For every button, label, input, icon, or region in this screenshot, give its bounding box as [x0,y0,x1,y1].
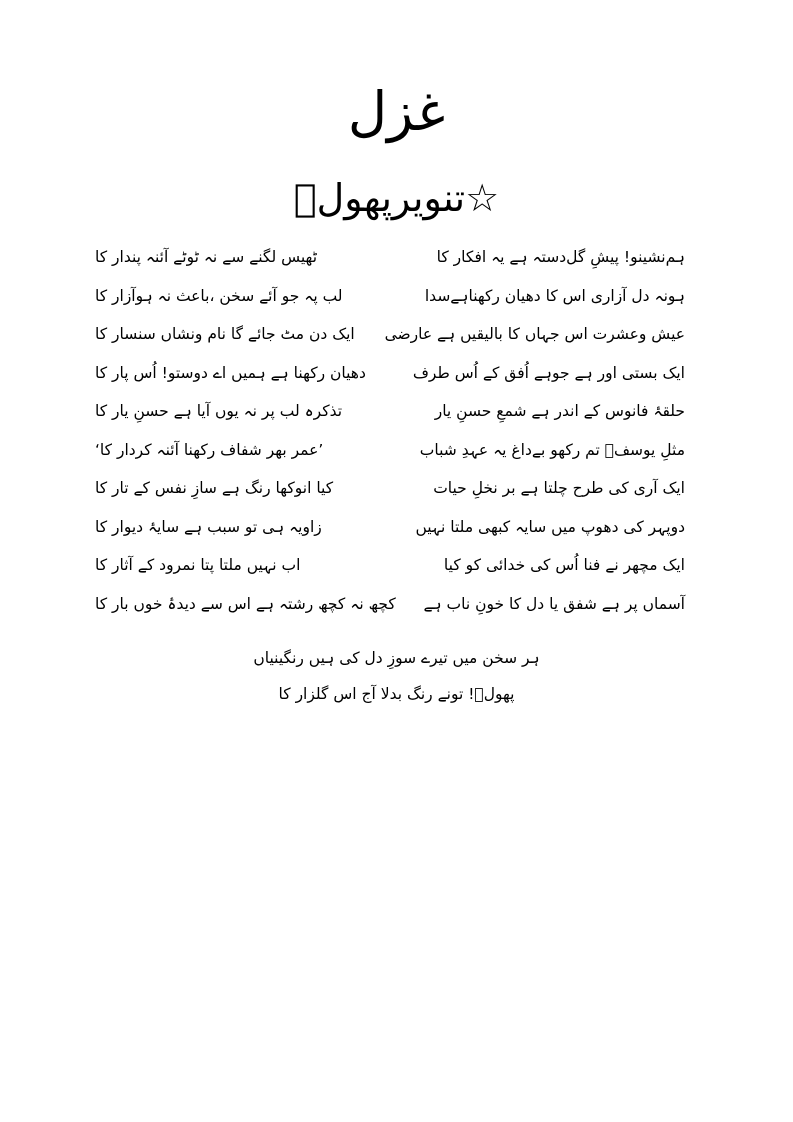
couplet-8 [95,508,685,547]
misra-first: آسماں پر ہے شفق یا دل کا خونِ ناب ہے [423,594,685,613]
misra-first: دوپہر کی دھوپ میں سایہ کبھی ملتا نہیں [415,517,685,536]
misra-second: اب نہیں ملتا پتا نمرود کے آثار کا [95,556,301,575]
maqta-first-line: ہر سخن میں تیرے سوزِ دل کی ہیں رنگینیاں [253,649,540,667]
misra-first: ہونہ دل آزاری اس کا دھیان رکھناہےسدا [424,286,685,305]
author-name: ☆تنویرپھولؔ [293,176,500,220]
misra-second: لب پہ جو آئے سخن ،باعث نہ ہوآزار کا [95,286,343,305]
couplet-6 [95,431,685,470]
misra-second: ’عمر بھر شفاف رکھنا آئنہ کردار کا‘ [95,440,324,459]
couplet-5 [95,392,685,431]
misra-first: مثلِ یوسفؑ تم رکھو بےداغ یہ عہدِ شباب [419,440,685,459]
misra-first: عیش وعشرت اس جہاں کا بالیقیں ہے عارضی [384,325,685,344]
couplet-10 [95,585,685,624]
misra-first: ایک مچھر نے فنا اُس کی خدائی کو کیا [443,556,685,575]
misra-first: ایک آری کی طرح چلتا ہے بر نخلِ حیات [433,479,685,498]
misra-second: ٹھیس لگنے سے نہ ٹوٹے آئنہ پندار کا [95,248,318,267]
misra-second: ایک دن مٹ جائے گا نام ونشاں سنسار کا [95,325,355,344]
poem-title: غزل [347,80,446,143]
misra-second: کچھ نہ کچھ رشتہ ہے اس سے دیدۂ خوں بار کا [95,594,396,613]
maqta-couplet [0,640,793,712]
couplet-1 [95,238,685,277]
couplet-3 [95,315,685,354]
misra-first: حلقۂ فانوس کے اندر ہے شمعِ حسنِ یار [434,402,685,421]
maqta-second-line: پھولؔ! تونے رنگ بدلا آج اس گلزار کا [278,685,515,703]
misra-second: زاویہ ہی تو سبب ہے سایۂ دیوار کا [95,517,322,536]
couplet-4 [95,354,685,393]
misra-second: کیا انوکھا رنگ ہے سازِ نفس کے تار کا [95,479,334,498]
couplet-2 [95,277,685,316]
misra-second: دھیان رکھنا ہے ہمیں اے دوستو! اُس پار کا [95,363,366,382]
misra-second: تذکرہ لب پر نہ یوں آیا ہے حسنِ یار کا [95,402,343,421]
ghazal-body [95,238,685,623]
misra-first: ایک بستی اور ہے جوہے اُفق کے اُس طرف [412,363,685,382]
misra-first: ہم‌نشینو! پیشِ گل‌دستہ ہے یہ افکار کا [436,248,685,267]
couplet-9 [95,546,685,585]
couplet-7 [95,469,685,508]
